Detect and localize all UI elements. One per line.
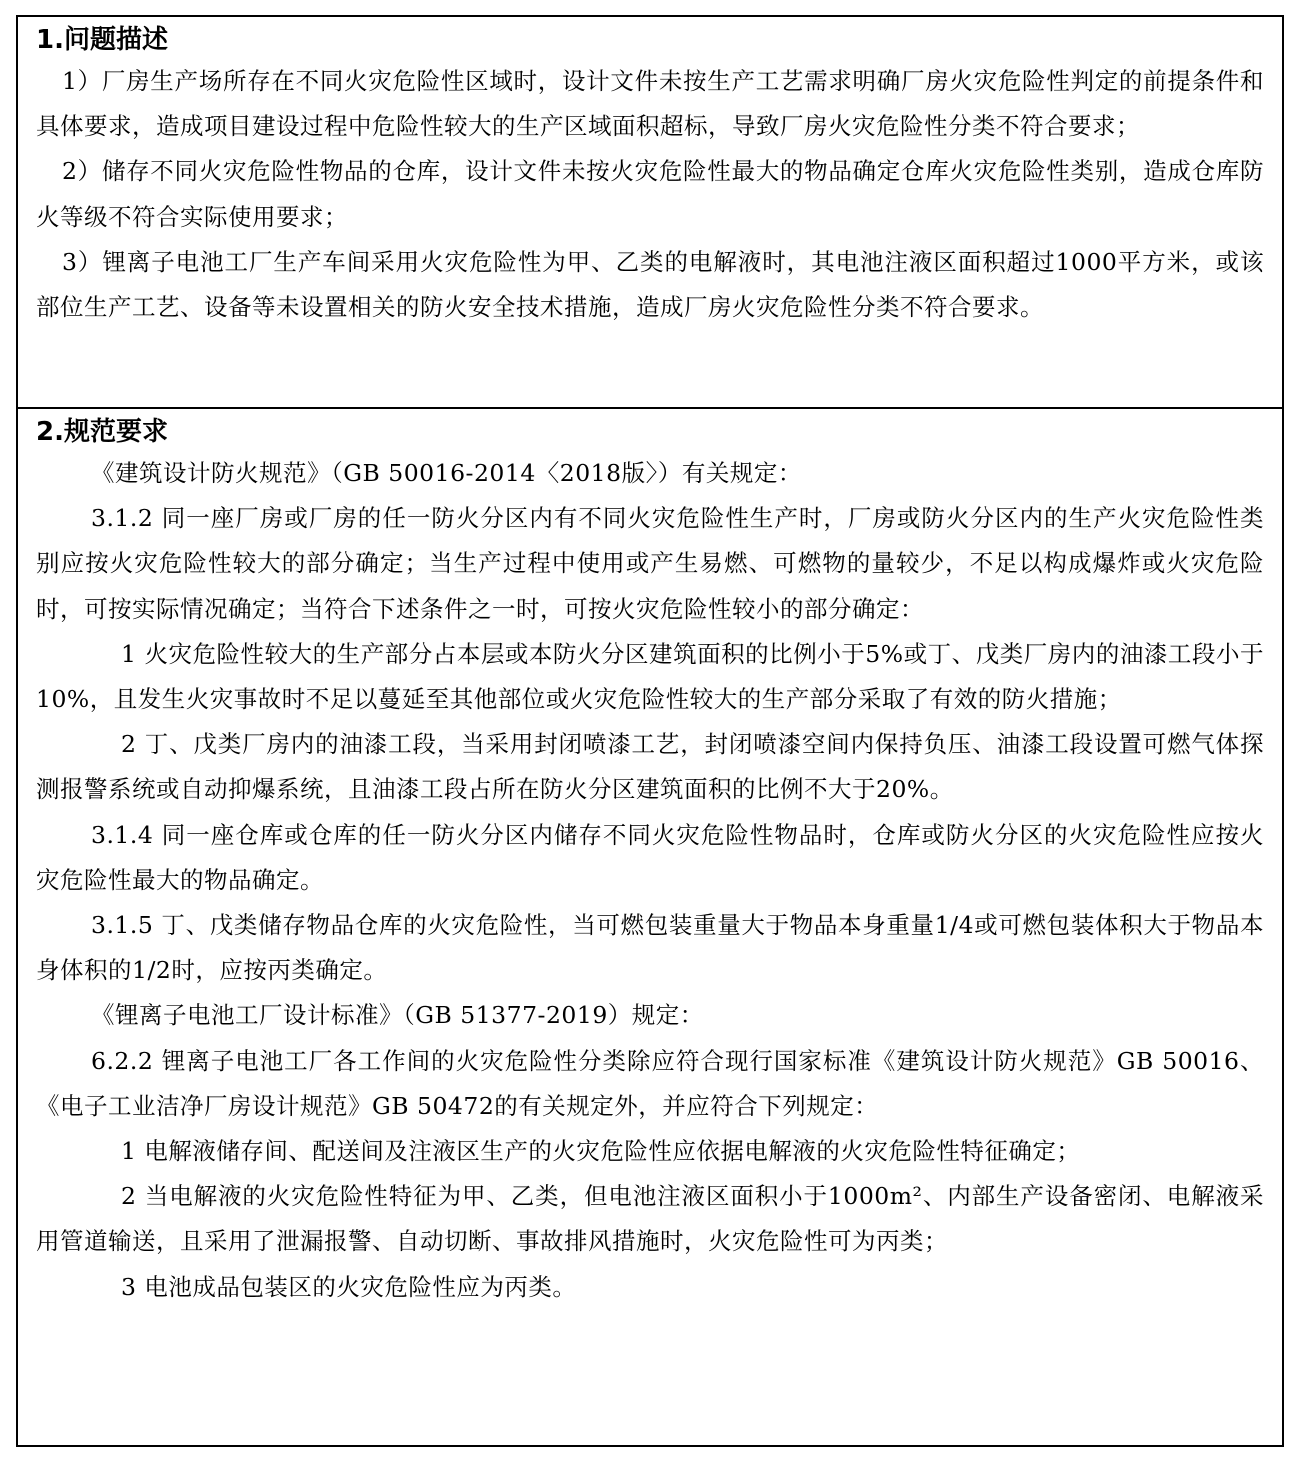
clause-3-1-2: 3.1.2 同一座厂房或厂房的任一防火分区内有不同火灾危险性生产时，厂房或防火分区内的生产火灾危险性类别应按火灾危险性较大的部分确定；当生产过程中使用或产生易燃、可燃物的量较少，不足以构成爆炸或火灾危险时，可按实际情况确定；当符合下述条件之一时，可按火灾危险性较小的部分确定： [36, 504, 1264, 623]
clause-6-2-2-item-1: 1 电解液储存间、配送间及注液区生产的火灾危险性应依据电解液的火灾危险性特征确定； [121, 1137, 1081, 1166]
standard-intro: 《锂离子电池工厂设计标准》（GB 51377-2019）规定： [91, 1001, 704, 1030]
problem-description-section [18, 17, 1282, 409]
problem-item-2: 2）储存不同火灾危险性物品的仓库，设计文件未按火灾危险性最大的物品确定仓库火灾危险性类别，造成仓库防火等级不符合实际使用要求； [36, 157, 1264, 231]
clause-6-2-2: 6.2.2 锂离子电池工厂各工作间的火灾危险性分类除应符合现行国家标准《建筑设计防火规范》GB 50016、《电子工业洁净厂房设计规范》GB 50472的有关规定外，并应符合下列规定： [36, 1046, 1264, 1120]
clause-3-1-2-item-1: 1 火灾危险性较大的生产部分占本层或本防火分区建筑面积的比例小于5%或丁、戊类厂房内的油漆工段小于10%，且发生火灾事故时不足以蔓延至其他部位或火灾危险性较大的生产部分采取了有效的防火措施； [36, 639, 1264, 714]
section-heading: 1.问题描述 [36, 25, 168, 55]
problem-item-3: 3）锂离子电池工厂生产车间采用火灾危险性为甲、乙类的电解液时，其电池注液区面积超过1000平方米，或该部位生产工艺、设备等未设置相关的防火安全技术措施，造成厂房火灾危险性分类不符合要求。 [36, 247, 1264, 322]
standard-intro: 《建筑设计防火规范》（GB 50016-2014〈2018版〉）有关规定： [91, 459, 802, 487]
clause-6-2-2-item-3: 3 电池成品包装区的火灾危险性应为丙类。 [121, 1272, 577, 1301]
code-requirements-section [18, 409, 1282, 1445]
problem-item-1: 1）厂房生产场所存在不同火灾危险性区域时，设计文件未按生产工艺需求明确厂房火灾危险性判定的前提条件和具体要求，造成项目建设过程中危险性较大的生产区域面积超标，导致厂房火灾危险性分类不符合要求； [36, 67, 1264, 141]
content-table [16, 15, 1284, 1447]
clause-6-2-2-item-2: 2 当电解液的火灾危险性特征为甲、乙类，但电池注液区面积小于1000m²、内部生产设备密闭、电解液采用管道输送，且采用了泄漏报警、自动切断、事故排风措施时，火灾危险性可为丙类； [36, 1182, 1264, 1256]
clause-3-1-4: 3.1.4 同一座仓库或仓库的任一防火分区内储存不同火灾危险性物品时，仓库或防火分区的火灾危险性应按火灾危险性最大的物品确定。 [36, 820, 1264, 894]
section-heading: 2.规范要求 [36, 417, 168, 447]
clause-3-1-5: 3.1.5 丁、戊类储存物品仓库的火灾危险性，当可燃包装重量大于物品本身重量1/4或可燃包装体积大于物品本身体积的1/2时，应按丙类确定。 [36, 911, 1264, 985]
clause-3-1-2-item-2: 2 丁、戊类厂房内的油漆工段，当采用封闭喷漆工艺，封闭喷漆空间内保持负压、油漆工段设置可燃气体探测报警系统或自动抑爆系统，且油漆工段占所在防火分区建筑面积的比例不大于20%。 [36, 730, 1264, 804]
